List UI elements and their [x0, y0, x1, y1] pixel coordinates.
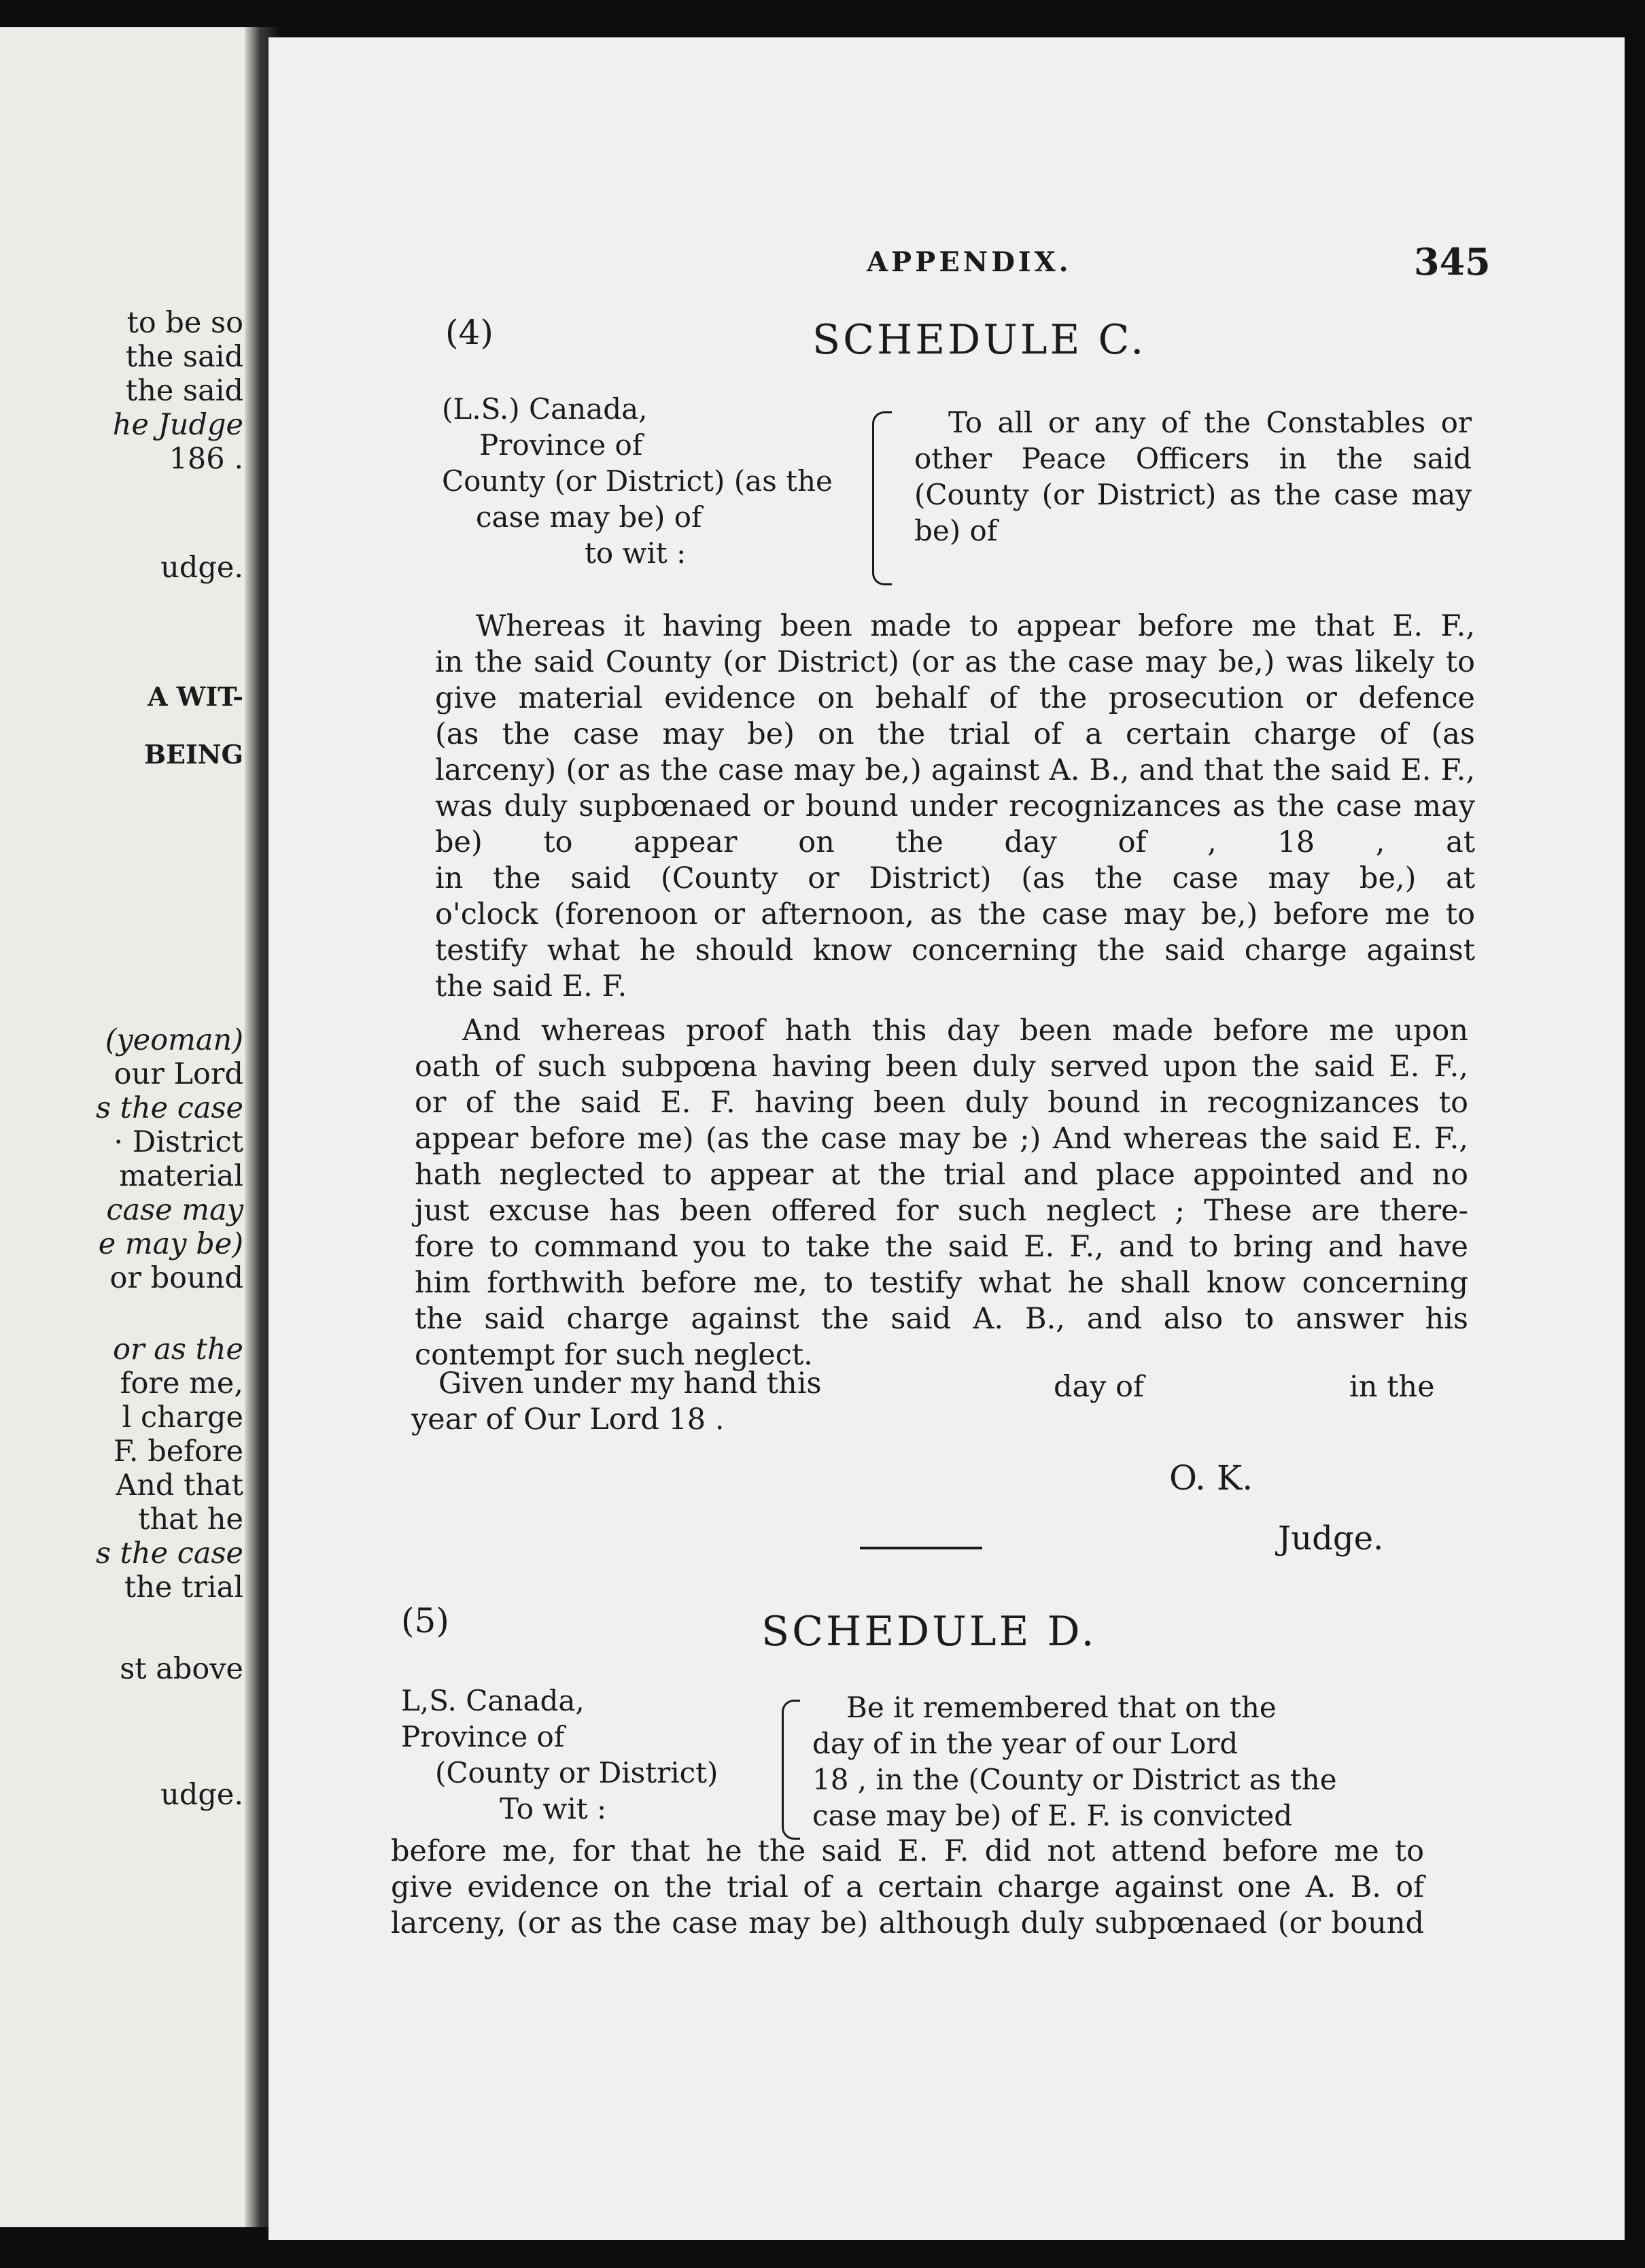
schedule-c-paragraph-1	[435, 608, 1475, 1005]
schedule-c-title: SCHEDULE C.	[812, 316, 1147, 364]
caption-line: To all or any of the Constables or	[948, 406, 1472, 439]
caption-line: County (or District) (as the	[442, 464, 833, 498]
text-line: testify what he should know concerning the said charge against	[435, 933, 1475, 967]
caption-line: Province of	[479, 428, 643, 462]
text-line: Whereas it having been made to appear before me that E. F.,	[476, 609, 1475, 643]
text-line: oath of such subpœna having been duly served upon the said E. F.,	[415, 1050, 1468, 1084]
left-page-line: the trial	[124, 1570, 243, 1604]
left-page-line: l charge	[122, 1401, 243, 1434]
left-page-line: F. before	[113, 1434, 243, 1468]
given-line-2: year of Our Lord 18 .	[411, 1403, 725, 1437]
running-header: APPENDIX.	[867, 246, 1072, 278]
text-line: the said E. F.	[435, 969, 627, 1003]
text-line: the said charge against the said A. B., and also to answer his	[415, 1302, 1468, 1336]
page-number: 345	[1414, 240, 1491, 284]
caption-line: (County or District)	[435, 1756, 718, 1789]
given-line-b: day of	[1054, 1370, 1144, 1404]
schedule-d-caption-left	[401, 1683, 755, 1827]
left-page-line: or as the	[113, 1333, 243, 1367]
left-page-line: udge.	[160, 551, 243, 585]
caption-line: to wit :	[585, 536, 687, 570]
caption-line: 18 , in the (County or District as the	[812, 1763, 1337, 1796]
signature: O. K.	[1169, 1458, 1253, 1498]
text-line: just excuse has been offered for such neglect ; These are there-	[415, 1194, 1468, 1228]
section-divider	[860, 1547, 982, 1549]
left-page-line: s the case	[95, 1536, 243, 1570]
left-page-line: material	[119, 1159, 243, 1193]
schedule-d-number: (5)	[401, 1601, 449, 1640]
caption-line: other Peace Officers in the said	[914, 442, 1472, 475]
caption-line: day of in the year of our Lord	[812, 1727, 1239, 1760]
text-line: was duly supbœnaed or bound under recognizances as the case may	[435, 789, 1475, 823]
left-page-line: And that	[116, 1468, 243, 1502]
signature-title: Judge.	[1278, 1519, 1384, 1558]
text-line: in the said County (or District) (or as the case may be,) was likely to	[435, 645, 1475, 679]
caption-line: be) of	[914, 514, 998, 547]
text-line: larceny) (or as the case may be,) against A. B., and that the said E. F.,	[435, 753, 1475, 787]
left-page-line: our Lord	[114, 1057, 243, 1091]
left-page-line: udge.	[160, 1778, 243, 1812]
caption-line: (County (or District) as the case may	[914, 478, 1472, 511]
caption-line: (L.S.) Canada,	[442, 392, 648, 426]
left-page-line: A WIT-	[148, 681, 243, 712]
left-page-line: s the case	[95, 1091, 243, 1125]
text-line: before me, for that he the said E. F. did not attend before me to	[391, 1834, 1424, 1868]
given-line-a: Given under my hand this	[438, 1367, 822, 1401]
left-page-line: (yeoman)	[105, 1023, 243, 1057]
text-line: hath neglected to appear at the trial and place appointed and no	[415, 1158, 1468, 1192]
schedule-d-brace	[782, 1700, 800, 1840]
left-page-line: st above	[120, 1652, 243, 1686]
left-page-line: e may be)	[98, 1227, 243, 1261]
left-page-line: the said	[125, 374, 243, 408]
text-line: fore to command you to take the said E. F., and to bring and have	[415, 1230, 1468, 1264]
text-line: in the said (County or District) (as the case may be,) at	[435, 861, 1475, 895]
schedule-c-brace	[872, 411, 892, 585]
schedule-c-caption-right	[914, 405, 1472, 549]
left-facing-page	[0, 27, 253, 2227]
schedule-c-paragraph-2	[415, 1013, 1468, 1373]
text-line: (as the case may be) on the trial of a certain charge of (as	[435, 717, 1475, 751]
text-line: be) to appear on the day of , 18 , at	[435, 825, 1475, 859]
left-page-line: · District	[114, 1125, 243, 1159]
schedule-d-title: SCHEDULE D.	[761, 1608, 1097, 1655]
left-page-line: fore me,	[120, 1367, 243, 1401]
left-page-line: 186 .	[169, 442, 243, 476]
left-page-line: he Judge	[112, 408, 243, 442]
caption-line: Be it remembered that on the	[846, 1691, 1277, 1724]
left-page-line: or bound	[109, 1261, 243, 1295]
left-page-line: BEING	[143, 739, 243, 770]
text-line: larceny, (or as the case may be) although duly subpœnaed (or bound	[391, 1906, 1424, 1940]
text-line: appear before me) (as the case may be ;) And whereas the said E. F.,	[415, 1122, 1468, 1156]
left-page-line: to be so	[126, 306, 243, 340]
left-page-line: the said	[125, 340, 243, 374]
given-line-c: in the	[1349, 1370, 1435, 1404]
schedule-d-caption-right	[812, 1689, 1424, 1834]
left-page-line: that he	[138, 1502, 243, 1536]
caption-line: L,S. Canada,	[401, 1684, 585, 1717]
schedule-c-caption-left	[442, 391, 833, 571]
left-page-line: case may	[106, 1193, 243, 1227]
schedule-d-body	[391, 1834, 1424, 1942]
caption-line: case may be) of E. F. is convicted	[812, 1799, 1293, 1832]
right-page	[269, 37, 1625, 2240]
text-line: him forthwith before me, to testify what he shall know concerning	[415, 1266, 1468, 1300]
text-line: give material evidence on behalf of the prosecution or defence	[435, 681, 1475, 715]
text-line: contempt for such neglect.	[415, 1338, 813, 1372]
caption-line: case may be) of	[476, 500, 702, 534]
caption-line: To wit :	[500, 1792, 607, 1825]
caption-line: Province of	[401, 1720, 565, 1753]
text-line: o'clock (forenoon or afternoon, as the case may be,) before me to	[435, 897, 1475, 931]
text-line: And whereas proof hath this day been made before me upon	[462, 1014, 1468, 1048]
text-line: or of the said E. F. having been duly bound in recognizances to	[415, 1086, 1468, 1120]
schedule-c-number: (4)	[445, 313, 494, 352]
text-line: give evidence on the trial of a certain charge against one A. B. of	[391, 1870, 1424, 1904]
